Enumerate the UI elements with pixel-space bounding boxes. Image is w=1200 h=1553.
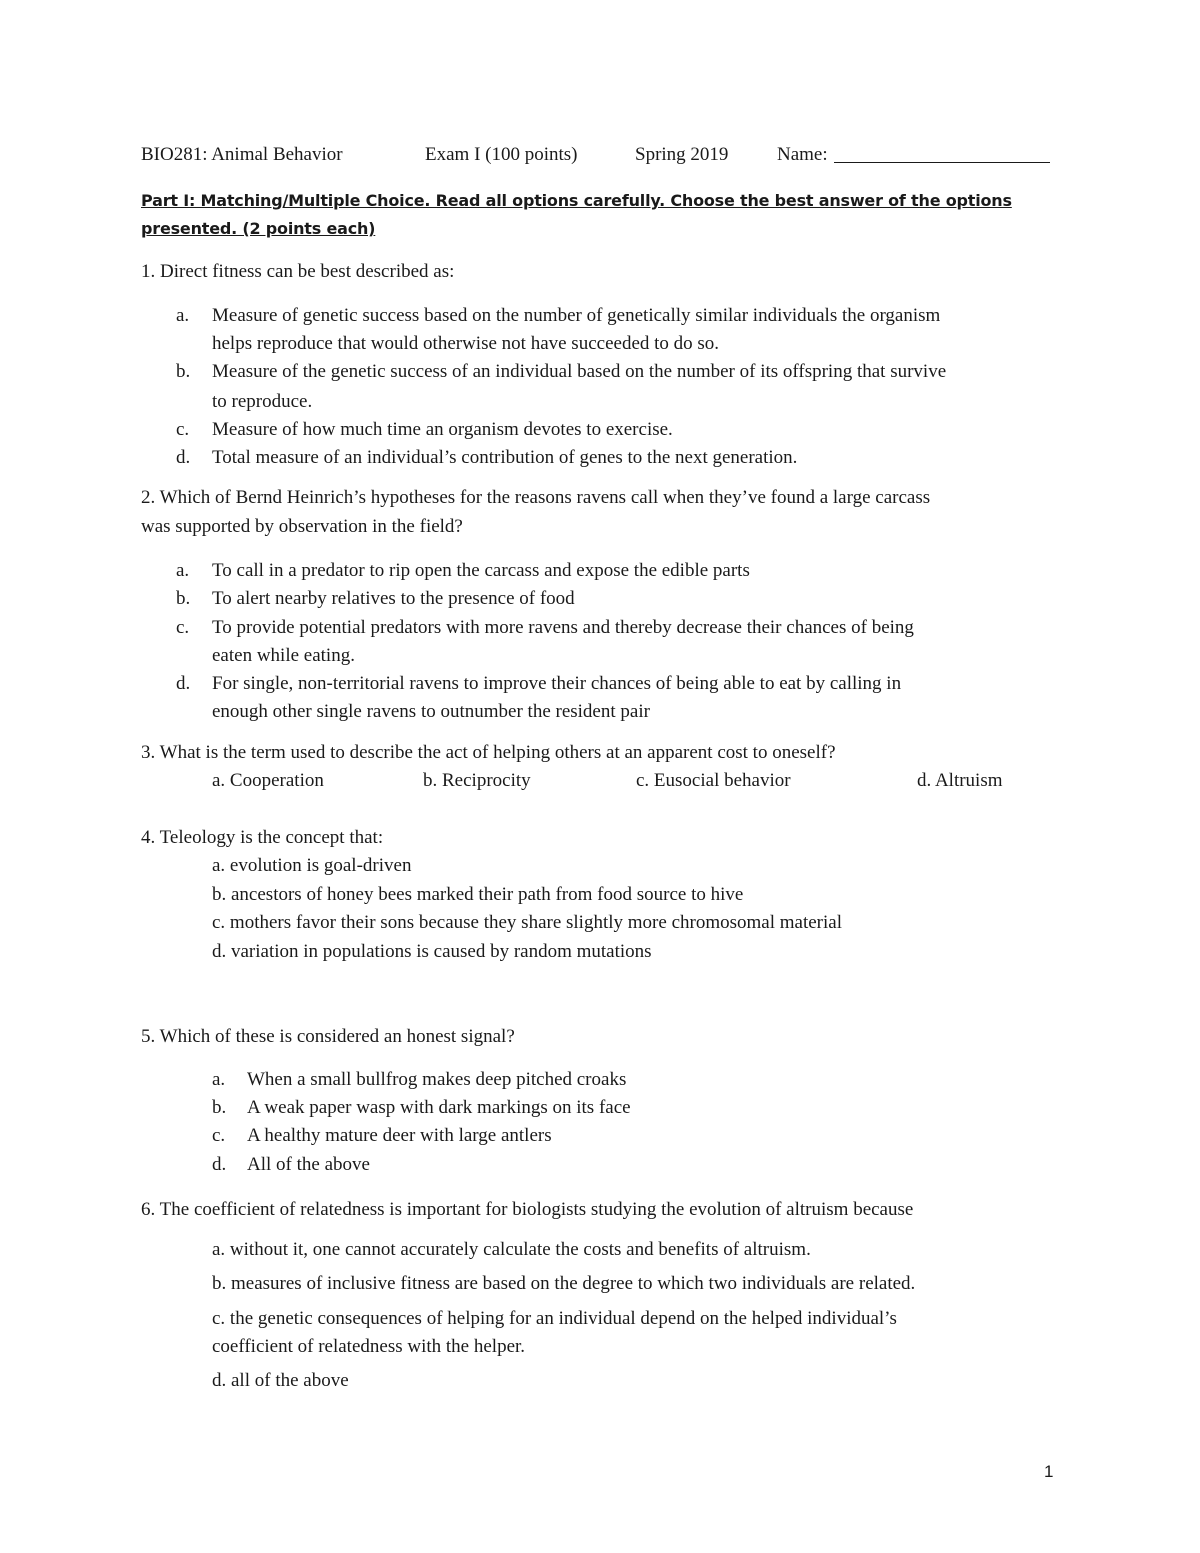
option-text: eaten while eating. — [212, 645, 355, 666]
q4-option-d[interactable]: d. variation in populations is caused by random mutations — [212, 941, 652, 962]
option-text: Total measure of an individual’s contribution of genes to the next generation. — [212, 447, 798, 468]
q4-option-a[interactable]: a. evolution is goal-driven — [212, 855, 412, 876]
option-text: Measure of how much time an organism devotes to exercise. — [212, 419, 673, 440]
q4-option-b[interactable]: b. ancestors of honey bees marked their path from food source to hive — [212, 884, 744, 905]
course-title: BIO281: Animal Behavior — [141, 144, 343, 165]
option-letter: c. — [212, 1125, 226, 1146]
question-3-stem: 3. What is the term used to describe the act of helping others at an apparent cost to oneself? — [141, 742, 836, 763]
option-text: All of the above — [247, 1154, 370, 1175]
question-6-stem: 6. The coefficient of relatedness is important for biologists studying the evolution of altruism because — [141, 1199, 914, 1220]
option-letter: d. — [176, 447, 191, 468]
option-letter: c. — [176, 617, 190, 638]
option-letter: b. — [176, 588, 191, 609]
option-text: To provide potential predators with more ravens and thereby decrease their chances of being — [212, 617, 914, 638]
q6-option-b[interactable]: b. measures of inclusive fitness are based on the degree to which two individuals are related. — [212, 1273, 916, 1294]
page-number: 1 — [1044, 1462, 1054, 1481]
q3-option-b[interactable]: b. Reciprocity — [423, 770, 531, 791]
option-text: To call in a predator to rip open the carcass and expose the edible parts — [212, 560, 750, 581]
option-text: For single, non-territorial ravens to improve their chances of being able to eat by calling in — [212, 673, 902, 694]
q6-option-c[interactable]: c. the genetic consequences of helping for an individual depend on the helped individual’s — [212, 1308, 897, 1329]
option-text: Measure of the genetic success of an individual based on the number of its offspring that survive — [212, 361, 947, 382]
part-title: Part I: Matching/Multiple Choice. Read all options carefully. Choose the best answer of the options presented. (2 points each) — [141, 191, 1012, 238]
option-text: helps reproduce that would otherwise not have succeeded to do so. — [212, 333, 720, 354]
q3-option-c[interactable]: c. Eusocial behavior — [636, 770, 791, 791]
question-5-stem: 5. Which of these is considered an honest signal? — [141, 1026, 515, 1047]
option-letter: d. — [212, 1154, 227, 1175]
option-text: A weak paper wasp with dark markings on its face — [247, 1097, 631, 1118]
name-label: Name: — [777, 144, 828, 165]
option-letter: a. — [176, 560, 190, 581]
exam-term: Spring 2019 — [635, 144, 729, 165]
question-2-stem: 2. Which of Bernd Heinrich’s hypotheses for the reasons ravens call when they’ve found a large carcass — [141, 487, 931, 508]
option-text: Measure of genetic success based on the number of genetically similar individuals the organism — [212, 305, 941, 326]
option-text: To alert nearby relatives to the presence of food — [212, 588, 575, 609]
option-text: enough other single ravens to outnumber the resident pair — [212, 701, 650, 722]
q3-option-a[interactable]: a. Cooperation — [212, 770, 324, 791]
option-text: to reproduce. — [212, 391, 313, 412]
option-text: When a small bullfrog makes deep pitched croaks — [247, 1069, 627, 1090]
q3-option-d[interactable]: d. Altruism — [917, 770, 1003, 791]
q6-option-a[interactable]: a. without it, one cannot accurately calculate the costs and benefits of altruism. — [212, 1239, 811, 1260]
option-letter: a. — [212, 1069, 226, 1090]
option-letter: c. — [176, 419, 190, 440]
question-4-stem: 4. Teleology is the concept that: — [141, 827, 384, 848]
q4-option-c[interactable]: c. mothers favor their sons because they share slightly more chromosomal material — [212, 912, 842, 933]
option-letter: b. — [176, 361, 191, 382]
q6-option-c-continued: coefficient of relatedness with the helper. — [212, 1336, 526, 1357]
option-text: A healthy mature deer with large antlers — [247, 1125, 552, 1146]
question-1-stem: 1. Direct fitness can be best described as: — [141, 261, 455, 282]
option-letter: a. — [176, 305, 190, 326]
question-2-stem: was supported by observation in the field? — [141, 516, 463, 537]
option-letter: d. — [176, 673, 191, 694]
q6-option-d[interactable]: d. all of the above — [212, 1370, 349, 1391]
option-letter: b. — [212, 1097, 227, 1118]
name-blank-line[interactable] — [834, 162, 1050, 163]
exam-title: Exam I (100 points) — [425, 144, 578, 165]
